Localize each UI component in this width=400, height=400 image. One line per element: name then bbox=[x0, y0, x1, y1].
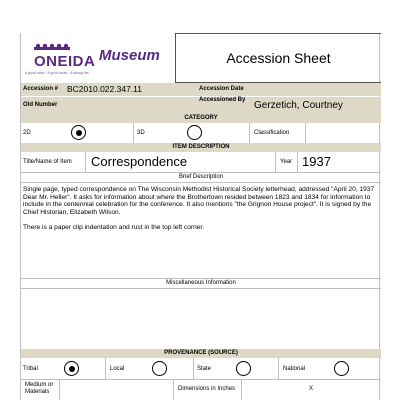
medium-label: Medium or Materials bbox=[25, 382, 54, 395]
brief-description-paragraph: Single page, typed correspondence on The Wisconsin Methodist Historical Society letterhead, addressed "April 20, 1937 Dear Mr. Heller". It asks for information about where the Brothertown resided between 1823 and 1834 for information to include in the centennial celebration for the conference. It also mentions "the Grignon House project". It is signed by the Chief Historian, Elizabeth Wilson. bbox=[23, 186, 375, 216]
category-3d-radio[interactable] bbox=[187, 125, 202, 140]
misc-info-label: Miscellaneous Information bbox=[166, 280, 236, 286]
category-option-2d-label: 2D bbox=[23, 130, 31, 136]
provenance-tribal-radio[interactable] bbox=[64, 361, 79, 376]
accessioned-by-field[interactable]: Gerzetich, Courtney bbox=[254, 100, 343, 111]
brief-description-paragraph: There is a paper clip indentation and rust in the top left corner. bbox=[23, 223, 205, 231]
brief-description-field[interactable] bbox=[23, 186, 379, 239]
provenance-tribal-label: Tribal bbox=[23, 366, 38, 372]
item-description-heading: ITEM DESCRIPTION bbox=[21, 143, 381, 152]
crown-icon bbox=[34, 43, 70, 53]
oneida-logo bbox=[21, 33, 175, 83]
brief-description-label: Brief Description bbox=[178, 174, 223, 180]
year-label: Year bbox=[280, 159, 293, 165]
year-field[interactable]: 1937 bbox=[302, 154, 331, 169]
dimensions-label: Dimensions in Inches bbox=[178, 386, 236, 392]
provenance-national-label: National bbox=[283, 366, 306, 372]
provenance-state-radio[interactable] bbox=[236, 361, 251, 376]
provenance-row bbox=[21, 358, 381, 379]
item-title-row bbox=[21, 152, 381, 172]
category-option-3d-label: 3D bbox=[137, 130, 145, 136]
item-title-field[interactable]: Correspondence bbox=[91, 154, 188, 169]
old-number-label: Old Number bbox=[23, 102, 58, 108]
radio-selected-dot bbox=[69, 366, 75, 372]
classification-label: Classification bbox=[254, 130, 290, 136]
provenance-state-label: State bbox=[197, 366, 212, 372]
accession-number-label: Accession # bbox=[23, 86, 59, 92]
sheet-header bbox=[21, 33, 381, 83]
category-2d-radio[interactable] bbox=[71, 125, 86, 140]
provenance-national-radio[interactable] bbox=[334, 361, 349, 376]
accessioned-by-label: Accessioned By bbox=[199, 97, 246, 103]
medium-row bbox=[21, 380, 381, 400]
old-number-row bbox=[21, 97, 381, 114]
museum-label: Museum bbox=[99, 47, 160, 64]
provenance-local-radio[interactable] bbox=[152, 361, 167, 376]
accession-number-field[interactable]: BC2010.022.347.11 bbox=[67, 84, 142, 94]
category-row bbox=[21, 123, 381, 143]
dimensions-separator: X bbox=[309, 386, 314, 392]
accession-date-label: Accession Date bbox=[199, 86, 244, 92]
provenance-heading: PROVENANCE (SOURCE) bbox=[21, 349, 381, 358]
radio-selected-dot bbox=[76, 130, 82, 136]
page-title: Accession Sheet bbox=[175, 33, 381, 83]
category-heading: CATEGORY bbox=[21, 114, 381, 123]
item-title-label: Title/Name of Item bbox=[23, 159, 72, 165]
logo-wordmark: ONEIDA bbox=[34, 53, 96, 70]
accession-number-row bbox=[21, 83, 381, 96]
provenance-local-label: Local bbox=[110, 366, 125, 372]
accession-sheet bbox=[20, 33, 380, 400]
logo-tagline: A good mind · A good heart · A strong fire bbox=[25, 71, 89, 75]
misc-info-field[interactable] bbox=[21, 289, 381, 349]
